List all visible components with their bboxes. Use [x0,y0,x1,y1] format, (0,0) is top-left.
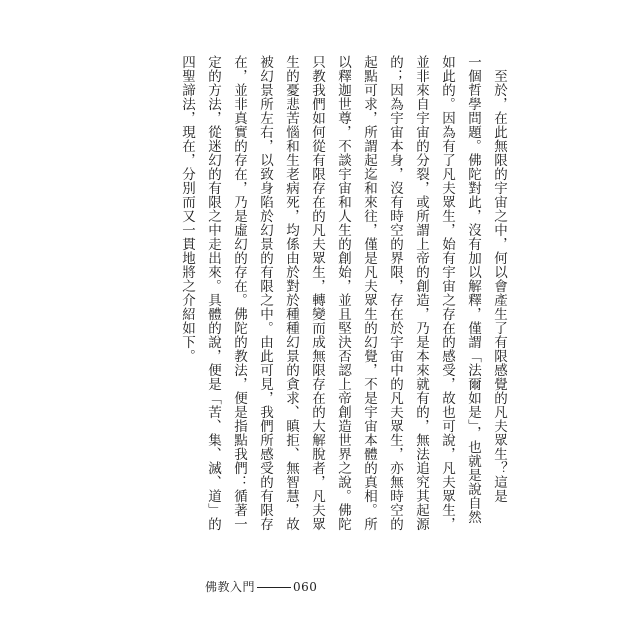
page-footer [205,578,317,595]
text-column: 以釋迦世尊，不談宇宙和人生的創始，並且堅決否認上帝創造世界之說。佛陀 [335,55,351,531]
text-column: 如此的。因為有了凡夫眾生，始有宇宙之存在的感受，故也可說，凡夫眾生， [439,55,455,531]
text-column: 並非來自宇宙的分裂，或所謂上帝的創造，乃是本來就有的，無法追究其起源 [413,55,429,531]
text-column: 一個哲學問題。佛陀對此，沒有加以解釋，僅謂「法爾如是」，也就是說自然 [465,55,481,525]
text-column: 至於，在此無限的宇宙之中，何以會產生了有限感覺的凡夫眾生？這是 [491,69,507,504]
text-column: 起點可求，所謂起迄和來往，僅是凡夫眾生的幻覺，不是宇宙本體的真相。所 [361,55,377,531]
text-column: 被幻景所左右，以致身陷於幻景的有限之中。由此可見，我們所感受的有限存 [257,55,273,531]
text-column: 只教我們如何從有限存在的凡夫眾生，轉變而成無限存在的大解脫者，凡夫眾 [309,55,325,531]
text-column: 生的憂悲苦惱和生老病死，均係由於對於種種幻景的貪求、瞋拒、無智慧，故 [283,55,299,531]
footer-dash [257,587,291,588]
book-title: 佛教入門 [205,580,256,594]
vertical-text-block [174,55,512,545]
text-column: 的；因為宇宙本身，沒有時空的界限，存在於宇宙中的凡夫眾生，亦無時空的 [387,55,403,531]
text-column: 定的方法，從迷幻的有限之中走出來。具體的說，便是「苦、集、滅、道」的 [205,55,221,531]
text-column: 在，並非真實的存在，乃是虛幻的存在。佛陀的教法，便是指點我們：循著一 [231,55,247,531]
text-column: 四聖諦法，現在，分別而又一貫地將之介紹如下。 [179,55,195,363]
page-number: 060 [293,580,318,594]
